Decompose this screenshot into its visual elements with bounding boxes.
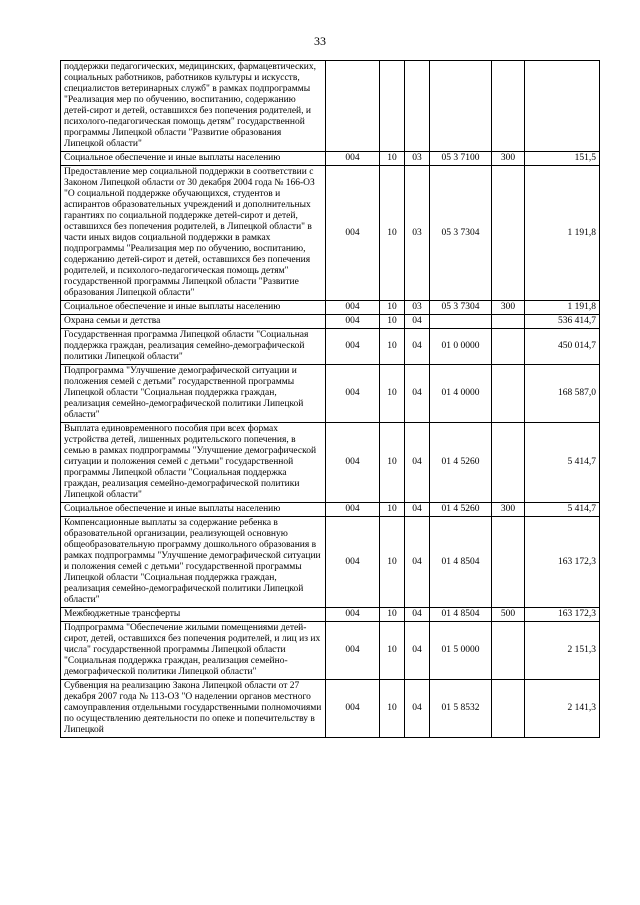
- row-description: поддержки педагогических, медицинских, фармацевтических, социальных работников, работников культуры и искусств, специалистов ветеринарных служб" в рамках подпрограммы "Реализация мер по обучению, воспитанию, содержанию детей-сирот и детей, оставшихся без попечения родителей, и психолого-педагогическая помощь детям" государственной программы Липецкой области "Развитие образования Липецкой области": [61, 61, 326, 152]
- section-code: 10: [380, 680, 405, 738]
- amount-value: 163 172,3: [525, 517, 600, 608]
- table-row: [61, 152, 600, 166]
- table-body: [61, 61, 600, 738]
- section-code: 10: [380, 152, 405, 166]
- target-article-code: 05 3 7100: [430, 152, 492, 166]
- subsection-code: 04: [405, 680, 430, 738]
- amount-value: 450 014,7: [525, 329, 600, 365]
- row-description: Социальное обеспечение и иные выплаты населению: [61, 503, 326, 517]
- expense-type-code: [492, 166, 525, 301]
- section-code: 10: [380, 503, 405, 517]
- subsection-code: 04: [405, 517, 430, 608]
- amount-value: 5 414,7: [525, 503, 600, 517]
- subsection-code: 04: [405, 315, 430, 329]
- expense-type-code: 300: [492, 152, 525, 166]
- table-row: [61, 329, 600, 365]
- ministry-code: 004: [326, 315, 380, 329]
- ministry-code: 004: [326, 301, 380, 315]
- ministry-code: 004: [326, 517, 380, 608]
- section-code: 10: [380, 517, 405, 608]
- expense-type-code: [492, 315, 525, 329]
- table-row: [61, 166, 600, 301]
- row-description: Государственная программа Липецкой области "Социальная поддержка граждан, реализация семейно-демографической политики Липецкой области": [61, 329, 326, 365]
- target-article-code: 01 5 0000: [430, 622, 492, 680]
- expense-type-code: 500: [492, 608, 525, 622]
- ministry-code: 004: [326, 608, 380, 622]
- target-article-code: 01 4 5260: [430, 503, 492, 517]
- section-code: [380, 61, 405, 152]
- row-description: Предоставление мер социальной поддержки в соответствии с Законом Липецкой области от 30 декабря 2004 года № 166-ОЗ "О социальной поддержке обучающихся, студентов и аспирантов образовательных учреждений и дополнительных гарантиях по социальной поддержке детей-сирот и детей, оставшихся без попечения родителей, в Липецкой области" в части иных видов социальной поддержки в рамках подпрограммы "Реализация мер по обучению, воспитанию, содержанию детей-сирот и детей, оставшихся без попечения родителей, и психолого-педагогическая помощь детям" государственной программы Липецкой области "Развитие образования Липецкой области": [61, 166, 326, 301]
- expense-type-code: [492, 622, 525, 680]
- target-article-code: 01 4 8504: [430, 517, 492, 608]
- row-description: Компенсационные выплаты за содержание ребенка в образовательной организации, реализующей основную общеобразовательную программу дошкольного образования в рамках подпрограммы "Улучшение демографической ситуации и положения семей с детьми" государственной программы Липецкой области "Социальная поддержка граждан, реализация семейно-демографической политики Липецкой области": [61, 517, 326, 608]
- target-article-code: 05 3 7304: [430, 166, 492, 301]
- table-row: [61, 315, 600, 329]
- target-article-code: 05 3 7304: [430, 301, 492, 315]
- section-code: 10: [380, 329, 405, 365]
- expense-type-code: 300: [492, 503, 525, 517]
- target-article-code: 01 5 8532: [430, 680, 492, 738]
- ministry-code: 004: [326, 365, 380, 423]
- row-description: Субвенция на реализацию Закона Липецкой области от 27 декабря 2007 года № 113-ОЗ "О наделении органов местного самоуправления отдельными государственными полномочиями по осуществлению деятельности по опеке и попечительству в Липецкой: [61, 680, 326, 738]
- row-description: Социальное обеспечение и иные выплаты населению: [61, 152, 326, 166]
- subsection-code: 04: [405, 329, 430, 365]
- ministry-code: 004: [326, 680, 380, 738]
- amount-value: [525, 61, 600, 152]
- expense-type-code: [492, 423, 525, 503]
- row-description: Охрана семьи и детства: [61, 315, 326, 329]
- ministry-code: [326, 61, 380, 152]
- section-code: 10: [380, 301, 405, 315]
- row-description: Социальное обеспечение и иные выплаты населению: [61, 301, 326, 315]
- expense-type-code: [492, 680, 525, 738]
- amount-value: 1 191,8: [525, 166, 600, 301]
- section-code: 10: [380, 608, 405, 622]
- section-code: 10: [380, 622, 405, 680]
- amount-value: 163 172,3: [525, 608, 600, 622]
- target-article-code: [430, 61, 492, 152]
- row-description: Выплата единовременного пособия при всех формах устройства детей, лишенных родительского попечения, в семью в рамках подпрограммы "Улучшение демографической ситуации и положения семей с детьми" государственной программы Липецкой области "Социальная поддержка граждан, реализация семейно-демографической политики Липецкой области": [61, 423, 326, 503]
- ministry-code: 004: [326, 152, 380, 166]
- table-row: [61, 423, 600, 503]
- row-description: Межбюджетные трансферты: [61, 608, 326, 622]
- subsection-code: 04: [405, 503, 430, 517]
- table-row: [61, 622, 600, 680]
- table-row: [61, 608, 600, 622]
- subsection-code: 04: [405, 423, 430, 503]
- page-number: 33: [314, 34, 326, 48]
- amount-value: 5 414,7: [525, 423, 600, 503]
- table-row: [61, 517, 600, 608]
- ministry-code: 004: [326, 423, 380, 503]
- row-description: Подпрограмма "Улучшение демографической ситуации и положения семей с детьми" государственной программы Липецкой области "Социальная поддержка граждан, реализация семейно-демографической политики Липецкой области": [61, 365, 326, 423]
- target-article-code: 01 4 0000: [430, 365, 492, 423]
- ministry-code: 004: [326, 329, 380, 365]
- amount-value: 151,5: [525, 152, 600, 166]
- subsection-code: [405, 61, 430, 152]
- amount-value: 1 191,8: [525, 301, 600, 315]
- target-article-code: 01 4 5260: [430, 423, 492, 503]
- subsection-code: 03: [405, 301, 430, 315]
- expense-type-code: [492, 329, 525, 365]
- target-article-code: 01 0 0000: [430, 329, 492, 365]
- subsection-code: 03: [405, 166, 430, 301]
- section-code: 10: [380, 315, 405, 329]
- target-article-code: [430, 315, 492, 329]
- ministry-code: 004: [326, 503, 380, 517]
- subsection-code: 03: [405, 152, 430, 166]
- table-row: [61, 61, 600, 152]
- row-description: Подпрограмма "Обеспечение жилыми помещениями детей-сирот, детей, оставшихся без попечения родителей, и лиц из их числа" государственной программы Липецкой области "Социальная поддержка граждан, реализация семейно-демографической политики Липецкой области": [61, 622, 326, 680]
- section-code: 10: [380, 365, 405, 423]
- ministry-code: 004: [326, 622, 380, 680]
- ministry-code: 004: [326, 166, 380, 301]
- expense-type-code: 300: [492, 301, 525, 315]
- table-row: [61, 301, 600, 315]
- subsection-code: 04: [405, 365, 430, 423]
- table-row: [61, 680, 600, 738]
- subsection-code: 04: [405, 622, 430, 680]
- subsection-code: 04: [405, 608, 430, 622]
- amount-value: 2 141,3: [525, 680, 600, 738]
- expense-type-code: [492, 61, 525, 152]
- section-code: 10: [380, 423, 405, 503]
- table-row: [61, 365, 600, 423]
- budget-table: [60, 60, 600, 738]
- amount-value: 536 414,7: [525, 315, 600, 329]
- expense-type-code: [492, 365, 525, 423]
- amount-value: 2 151,3: [525, 622, 600, 680]
- target-article-code: 01 4 8504: [430, 608, 492, 622]
- amount-value: 168 587,0: [525, 365, 600, 423]
- table-row: [61, 503, 600, 517]
- section-code: 10: [380, 166, 405, 301]
- expense-type-code: [492, 517, 525, 608]
